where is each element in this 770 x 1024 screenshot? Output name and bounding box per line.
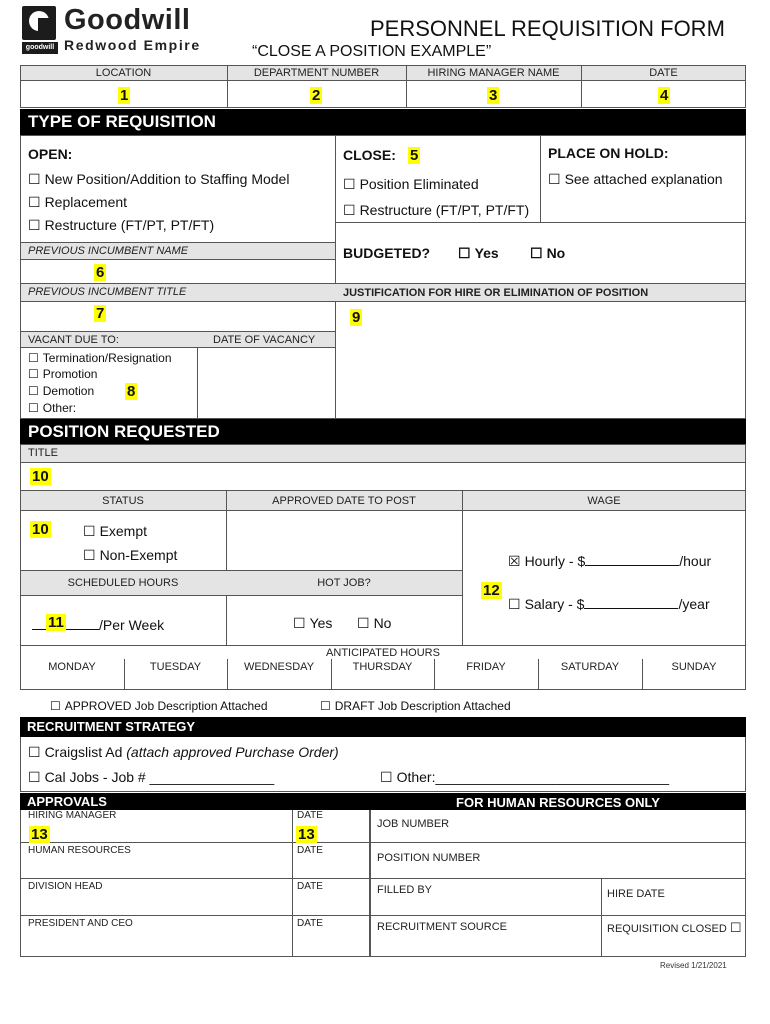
vacant-due-to-label: VACANT DUE TO:	[28, 334, 119, 346]
requisition-closed-label: REQUISITION CLOSED ☐	[607, 920, 742, 935]
status-exempt[interactable]: ☐ Exempt	[83, 523, 148, 539]
wage-salary[interactable]: ☐ Salary - $ /year	[508, 596, 710, 612]
approved-date-to-post-header: APPROVED DATE TO POST	[272, 495, 416, 507]
hire-date-label: HIRE DATE	[607, 888, 665, 900]
checkbox-icon[interactable]: ☐	[28, 769, 41, 785]
checkbox-icon[interactable]: ☐	[343, 202, 356, 218]
anticipated-hours-header: ANTICIPATED HOURS	[326, 647, 440, 659]
day-saturday: SATURDAY	[560, 661, 620, 673]
checkbox-icon[interactable]: ☐	[357, 615, 370, 631]
human-resources-date-label: DATE	[297, 845, 323, 856]
revised-date: Revised 1/21/2021	[660, 961, 727, 970]
salary-blank[interactable]	[584, 597, 678, 609]
marker-1: 1	[120, 87, 129, 104]
budgeted-yes[interactable]: ☐ Yes	[458, 245, 499, 261]
day-sunday: SUNDAY	[671, 661, 717, 673]
recruitment-source-label: RECRUITMENT SOURCE	[377, 921, 507, 933]
division-head-date-label: DATE	[297, 881, 323, 892]
recruit-cal-jobs[interactable]: ☐ Cal Jobs - Job # ________________	[28, 769, 275, 785]
department-number-header: DEPARTMENT NUMBER	[253, 67, 380, 79]
open-title: OPEN:	[28, 146, 73, 162]
jd-approved[interactable]: ☐ APPROVED Job Description Attached	[50, 699, 268, 713]
checkbox-icon[interactable]: ☐	[28, 194, 41, 210]
checkbox-icon[interactable]: ☐	[28, 384, 39, 398]
day-tuesday: TUESDAY	[149, 661, 202, 673]
checkbox-icon[interactable]: ☐	[28, 367, 39, 381]
type-of-requisition-bar: TYPE OF REQUISITION	[20, 109, 746, 135]
goodwill-logo	[22, 6, 212, 56]
close-restructure[interactable]: ☐ Restructure (FT/PT, PT/FT)	[343, 202, 530, 218]
checkbox-icon[interactable]: ☐	[28, 401, 39, 415]
marker-10-title: 10	[32, 468, 49, 485]
form-title: PERSONNEL REQUISITION FORM	[370, 16, 725, 41]
marker-7: 7	[96, 305, 105, 322]
marker-10-status: 10	[32, 521, 49, 538]
marker-12: 12	[483, 582, 500, 599]
checkbox-icon[interactable]: ☐	[508, 596, 521, 612]
date-header: DATE	[649, 67, 678, 79]
justification-label: JUSTIFICATION FOR HIRE OR ELIMINATION OF POSITION	[343, 287, 649, 299]
checkbox-icon[interactable]: ☐	[293, 615, 306, 631]
day-friday: FRIDAY	[466, 661, 506, 673]
recruit-other[interactable]: ☐ Other:______________________________	[380, 769, 670, 785]
previous-incumbent-title-label: PREVIOUS INCUMBENT TITLE	[28, 286, 187, 298]
hold-see-attached[interactable]: ☐ See attached explanation	[548, 171, 723, 187]
marker-6: 6	[96, 264, 105, 281]
filled-by-label: FILLED BY	[377, 884, 433, 896]
hot-job-header: HOT JOB?	[317, 577, 371, 589]
vacant-other[interactable]: ☐ Other:	[28, 401, 77, 415]
hiring-manager-date-label: DATE	[297, 810, 323, 821]
wage-header: WAGE	[587, 495, 621, 507]
goodwill-g-icon	[22, 6, 56, 40]
close-title: CLOSE:	[343, 147, 396, 163]
marker-5: 5	[410, 147, 419, 164]
day-monday: MONDAY	[48, 661, 96, 673]
division-head-label: DIVISION HEAD	[28, 881, 103, 892]
day-thursday: THURSDAY	[352, 661, 413, 673]
checkbox-icon[interactable]: ☐	[28, 351, 39, 365]
jd-draft[interactable]: ☐ DRAFT Job Description Attached	[320, 699, 511, 713]
marker-13-manager: 13	[31, 826, 48, 843]
marker-8: 8	[127, 383, 136, 400]
checkbox-icon[interactable]: ☐	[343, 176, 356, 192]
hot-job-no[interactable]: ☐ No	[357, 615, 392, 631]
budgeted-no[interactable]: ☐ No	[530, 245, 566, 261]
president-ceo-label: PRESIDENT AND CEO	[28, 918, 133, 929]
goodwill-mark: goodwill	[22, 42, 58, 54]
day-wednesday: WEDNESDAY	[243, 661, 315, 673]
open-replacement[interactable]: ☐ Replacement	[28, 194, 128, 210]
marker-11: 11	[48, 614, 64, 631]
status-header: STATUS	[102, 495, 144, 507]
checkbox-icon[interactable]: ☐	[548, 171, 561, 187]
checkbox-icon[interactable]: ☐	[28, 217, 41, 233]
budgeted-label: BUDGETED?	[343, 245, 431, 261]
approvals-bar: APPROVALS	[20, 793, 746, 810]
recruitment-strategy-bar: RECRUITMENT STRATEGY	[20, 717, 746, 737]
checkbox-icon[interactable]: ☐	[83, 547, 96, 563]
position-number-label: POSITION NUMBER	[377, 852, 481, 864]
checkbox-icon[interactable]: ☐	[729, 920, 742, 935]
open-restructure[interactable]: ☐ Restructure (FT/PT, PT/FT)	[28, 217, 215, 233]
checked-checkbox-icon[interactable]: ☒	[508, 553, 521, 569]
human-resources-label: HUMAN RESOURCES	[28, 845, 131, 856]
checkbox-icon[interactable]: ☐	[83, 523, 96, 539]
vacant-termination[interactable]: ☐ Termination/Resignation	[28, 351, 172, 365]
per-week-field[interactable]: /Per Week	[32, 616, 164, 633]
checkbox-icon[interactable]: ☐	[50, 699, 61, 713]
recruit-craigslist[interactable]: ☐ Craigslist Ad (attach approved Purchase Order)	[28, 744, 339, 760]
checkbox-icon[interactable]: ☐	[458, 245, 471, 261]
marker-2: 2	[312, 87, 321, 104]
president-ceo-date-label: DATE	[297, 918, 323, 929]
location-header: LOCATION	[95, 67, 152, 79]
marker-4: 4	[660, 87, 669, 104]
job-number-label: JOB NUMBER	[377, 818, 450, 830]
position-requested-bar: POSITION REQUESTED	[20, 419, 746, 444]
close-position-eliminated[interactable]: ☐ Position Eliminated	[343, 176, 479, 192]
marker-13-date: 13	[298, 826, 315, 843]
hr-only-header: FOR HUMAN RESOURCES ONLY	[456, 795, 660, 810]
previous-incumbent-name-label: PREVIOUS INCUMBENT NAME	[28, 245, 189, 257]
logo-subtitle: Redwood Empire	[64, 37, 201, 53]
checkbox-icon[interactable]: ☐	[380, 769, 393, 785]
hold-title: PLACE ON HOLD:	[548, 145, 669, 161]
marker-3: 3	[489, 87, 498, 104]
open-new-position[interactable]: ☐ New Position/Addition to Staffing Model	[28, 171, 290, 187]
title-label: TITLE	[28, 447, 58, 459]
vacant-demotion[interactable]: ☐ Demotion	[28, 384, 95, 398]
checkbox-icon[interactable]: ☐	[28, 171, 41, 187]
hourly-blank[interactable]	[585, 554, 679, 566]
checkbox-icon[interactable]: ☐	[28, 744, 41, 760]
wage-hourly[interactable]: ☒ Hourly - $ /hour	[508, 553, 712, 569]
logo-name: Goodwill	[64, 4, 191, 36]
checkbox-icon[interactable]: ☐	[530, 245, 543, 261]
hiring-manager-name-header: HIRING MANAGER NAME	[427, 67, 560, 79]
checkbox-icon[interactable]: ☐	[320, 699, 331, 713]
date-of-vacancy-label: DATE OF VACANCY	[213, 334, 316, 346]
hot-job-yes[interactable]: ☐ Yes	[293, 615, 333, 631]
status-non-exempt[interactable]: ☐ Non-Exempt	[83, 547, 178, 563]
hiring-manager-label: HIRING MANAGER	[28, 810, 117, 821]
form-subtitle: “CLOSE A POSITION EXAMPLE”	[252, 43, 492, 60]
scheduled-hours-header: SCHEDULED HOURS	[67, 577, 179, 589]
vacant-promotion[interactable]: ☐ Promotion	[28, 367, 98, 381]
marker-9: 9	[352, 309, 361, 326]
